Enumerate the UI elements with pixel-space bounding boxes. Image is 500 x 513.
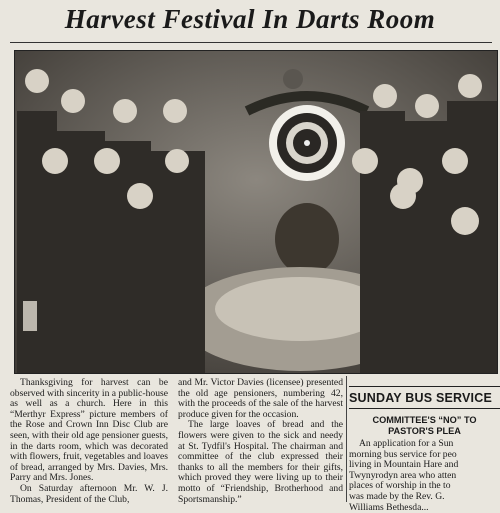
dartboard-icon <box>269 105 345 181</box>
sidebar-body-line: Twynyrodyn area who atten <box>349 469 457 481</box>
article-paragraph: On Saturday afternoon Mr. W. J. Thomas, President of the Club, <box>10 482 168 505</box>
sidebar-heading: SUNDAY BUS SERVICE <box>349 391 492 405</box>
sidebar-body-line: Williams Bethesda... <box>349 501 429 513</box>
sidebar-subheading <box>349 415 500 437</box>
sidebar-body-line: living in Mountain Hare and <box>349 459 459 471</box>
sidebar-body-line: An application for a Sun <box>359 439 454 449</box>
sidebar-body-line: morning bus service for peo <box>349 448 457 460</box>
article-column-1 <box>10 378 168 505</box>
headline-rule <box>10 42 492 43</box>
article-column-2 <box>178 378 343 505</box>
headline: Harvest Festival In Darts Room <box>64 4 436 34</box>
sidebar-body-line: places of worship in the to <box>349 480 451 492</box>
article-paragraph: The large loaves of bread and the flowers were given to the sick and needy at St. Tydfil's Hospital. The chairman and committee of the club expressed their thanks to all the members for their gifts, which proved they were living up to their motto of “Friendship, Brotherhood and Sportsmanship.” <box>178 419 343 505</box>
sidebar-subheading-line: PASTOR'S PLEA <box>388 426 461 436</box>
article-paragraph: and Mr. Victor Davies (licensee) presented the old age pensioners, numbering 42, with the proceeds of the sale of the harvest produce given for the occasion. <box>178 377 343 420</box>
sidebar-body-line: was made by the Rev. G. <box>349 490 445 502</box>
article-paragraph: Thanksgiving for harvest can be observed with sincerity in a public-house as well as a church. Here in this “Merthyr Express” picture members of the Rose and Crown Inn Disc Club are seen, with their old age pensioner guests, in the darts room, which was decorated with flowers, fruit, vegetables and loaves of bread, arranged by Mrs. Davies, Mrs. Parry and Mrs. Jones. <box>10 377 168 484</box>
column-divider <box>346 376 347 502</box>
sidebar-heading-box <box>349 386 500 409</box>
sidebar-subheading-line: COMMITTEE'S “NO” TO <box>372 415 477 425</box>
sidebar-article <box>349 378 500 513</box>
harvest-photo <box>14 50 498 374</box>
